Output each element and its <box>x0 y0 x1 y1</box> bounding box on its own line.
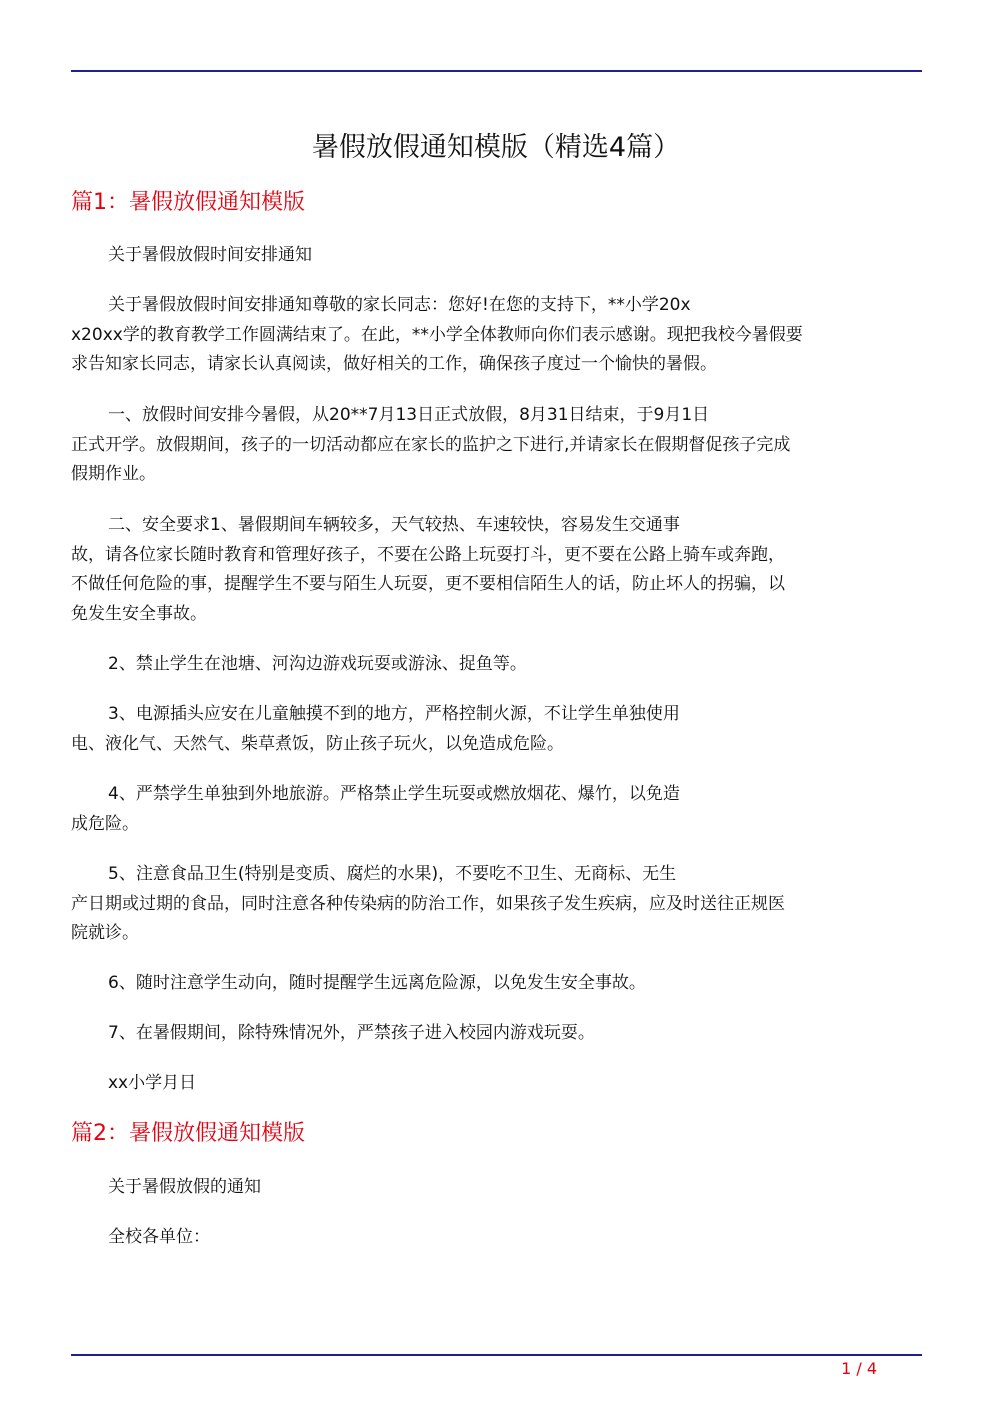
paragraph-line: 不做任何危险的事，提醒学生不要与陌生人玩耍，更不要相信陌生人的话，防止坏人的拐骗，以 <box>71 574 785 594</box>
paragraph-2-1 <box>71 1173 922 1203</box>
page-number: 1 / 4 <box>841 1359 877 1378</box>
section-2-heading: 篇2：暑假放假通知模版 <box>71 1121 305 1146</box>
paragraph-1-10 <box>71 1019 922 1049</box>
paragraph-line: 4、严禁学生单独到外地旅游。严格禁止学生玩耍或燃放烟花、爆竹，以免造 <box>108 784 680 804</box>
paragraph-line: 7、在暑假期间，除特殊情况外，严禁孩子进入校园内游戏玩耍。 <box>108 1023 595 1043</box>
paragraph-1-11 <box>71 1069 922 1099</box>
paragraph-line: 电、液化气、天然气、柴草煮饭，防止孩子玩火，以免造成危险。 <box>71 733 564 754</box>
paragraph-line: 3、电源插头应安在儿童触摸不到的地方，严格控制火源，不让学生单独使用 <box>108 704 680 724</box>
footer-rule <box>71 1354 922 1356</box>
paragraph-line: 二、安全要求1、暑假期间车辆较多，天气较热、车速较快，容易发生交通事 <box>108 515 680 535</box>
paragraph-1-6 <box>71 700 922 759</box>
paragraph-line: x20xx学的教育教学工作圆满结束了。在此，**小学全体教师向你们表示感谢。现把我校今暑假要 <box>71 324 803 345</box>
paragraph-1-7 <box>71 780 922 839</box>
paragraph-1-2 <box>71 291 922 380</box>
paragraph-line: 假期作业。 <box>71 464 156 484</box>
paragraph-line: 院就诊。 <box>71 923 139 943</box>
paragraph-1-8 <box>71 860 922 949</box>
paragraph-line: 关于暑假放假时间安排通知尊敬的家长同志：您好!在您的支持下，**小学20x <box>108 295 691 315</box>
document-title: 暑假放假通知模版（精选4篇） <box>311 132 681 163</box>
section-1-heading: 篇1：暑假放假通知模版 <box>71 190 305 215</box>
paragraph-1-3 <box>71 401 922 490</box>
paragraph-1-9 <box>71 969 922 999</box>
paragraph-line: 免发生安全事故。 <box>71 603 207 624</box>
paragraph-line: 求告知家长同志，请家长认真阅读，做好相关的工作，确保孩子度过一个愉快的暑假。 <box>71 354 717 374</box>
paragraph-line: 6、随时注意学生动向，随时提醒学生远离危险源，以免发生安全事故。 <box>108 973 646 993</box>
paragraph-line: xx小学月日 <box>108 1073 197 1093</box>
paragraph-line: 一、放假时间安排今暑假，从20**7月13日正式放假，8月31日结束，于9月1日 <box>108 405 710 425</box>
paragraph-line: 5、注意食品卫生(特别是变质、腐烂的水果)，不要吃不卫生、无商标、无生 <box>108 864 677 884</box>
paragraph-line: 产日期或过期的食品，同时注意各种传染病的防治工作，如果孩子发生疾病，应及时送往正规医 <box>71 893 785 914</box>
paragraph-line: 正式开学。放假期间，孩子的一切活动都应在家长的监护之下进行,并请家长在假期督促孩子完成 <box>71 434 791 455</box>
header-rule <box>71 70 922 72</box>
paragraph-line: 全校各单位： <box>108 1227 210 1247</box>
paragraph-line: 故，请各位家长随时教育和管理好孩子，不要在公路上玩耍打斗，更不要在公路上骑车或奔跑， <box>71 544 785 565</box>
paragraph-1-5 <box>71 650 922 680</box>
paragraph-1-1 <box>71 241 922 271</box>
paragraph-2-2 <box>71 1223 922 1253</box>
paragraph-line: 成危险。 <box>71 813 139 834</box>
paragraph-1-4 <box>71 511 922 629</box>
paragraph-line: 2、禁止学生在池塘、河沟边游戏玩耍或游泳、捉鱼等。 <box>108 654 527 674</box>
paragraph-line: 关于暑假放假的通知 <box>108 1177 261 1197</box>
paragraph-line: 关于暑假放假时间安排通知 <box>108 245 312 265</box>
